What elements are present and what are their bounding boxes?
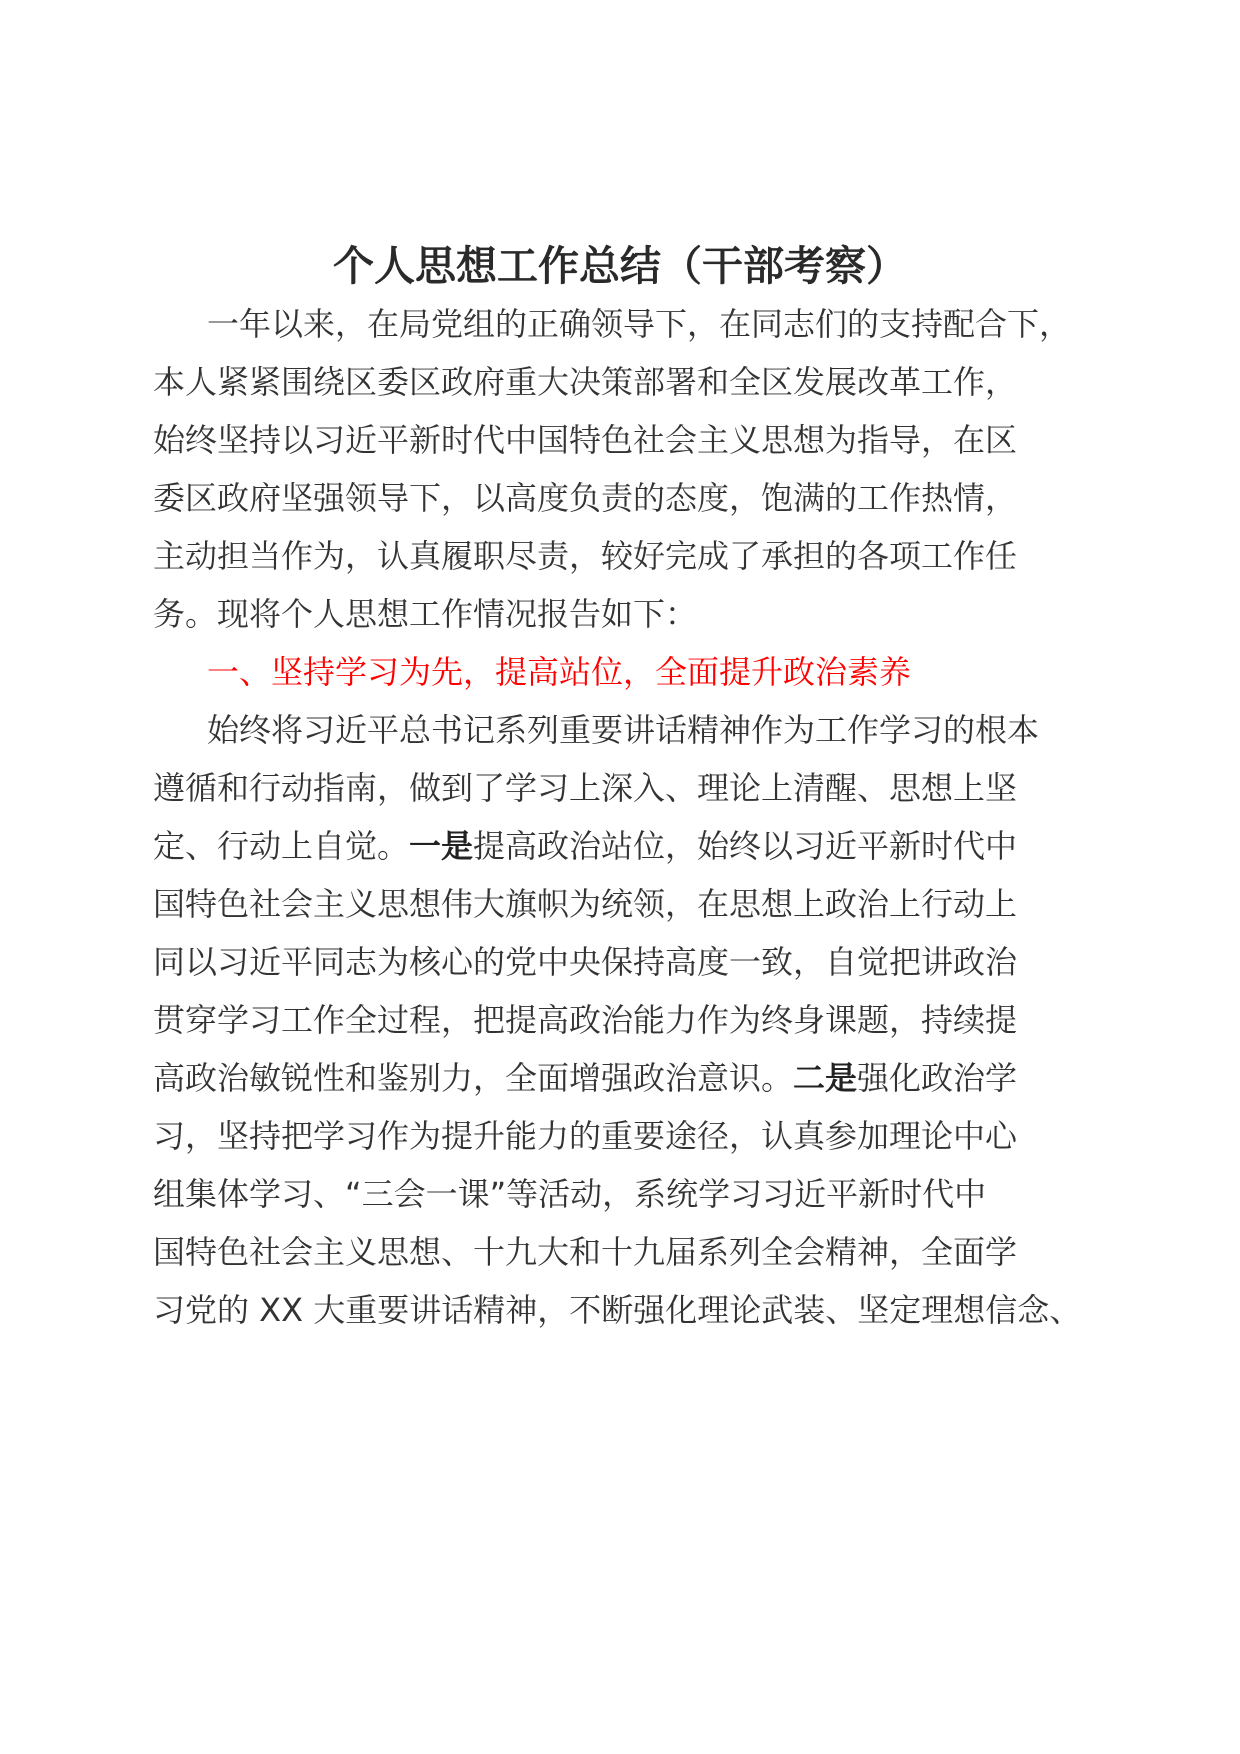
point-one-marker: 一是 [409,827,474,865]
intro-line-6: 务。现将个人思想工作情况报告如下： [153,595,698,633]
section-1-line-4: 国特色社会主义思想伟大旗帜为统领，在思想上政治上行动上 [153,885,1018,923]
section-1-line-2: 遵循和行动指南，做到了学习上深入、理论上清醒、思想上坚 [153,769,1018,807]
section-1-line-8: 习，坚持把学习作为提升能力的重要途径，认真参加理论中心 [153,1117,1018,1155]
section-1-line-6: 贯穿学习工作全过程，把提高政治能力作为终身课题，持续提 [153,1001,1018,1039]
intro-line-5: 主动担当作为，认真履职尽责，较好完成了承担的各项工作任 [153,537,1018,575]
intro-line-3: 始终坚持以习近平新时代中国特色社会主义思想为指导，在区 [153,421,1018,459]
section-1-line-10: 国特色社会主义思想、十九大和十九届系列全会精神，全面学 [153,1233,1018,1271]
section-1-line-5: 同以习近平同志为核心的党中央保持高度一致，自觉把讲政治 [153,943,1018,981]
section-1-line-9: 组集体学习、“三会一课”等活动，系统学习习近平新时代中 [153,1175,987,1213]
section-1-line-3 [153,824,1017,868]
section-1-line-3-part-b: 提高政治站位，始终以习近平新时代中 [473,827,1018,865]
intro-line-1: 一年以来，在局党组的正确领导下，在同志们的支持配合下， [207,305,1072,343]
section-1-line-7 [153,1056,1017,1100]
point-two-marker: 二是 [793,1059,858,1097]
document-title: 个人思想工作总结（干部考察） [333,242,907,290]
section-1-line-7-part-b: 强化政治学 [857,1059,1018,1097]
section-1-line-3-part-a: 定、行动上自觉。 [153,827,410,865]
intro-line-4: 委区政府坚强领导下，以高度负责的态度，饱满的工作热情， [153,479,1018,517]
section-1-line-7-part-a: 高政治敏锐性和鉴别力，全面增强政治意识。 [153,1059,794,1097]
section-1-line-11: 习党的 XX 大重要讲话精神，不断强化理论武装、坚定理想信念、 [153,1291,1082,1329]
intro-line-2: 本人紧紧围绕区委区政府重大决策部署和全区发展改革工作， [153,363,1018,401]
section-1-heading: 一、坚持学习为先，提高站位，全面提升政治素养 [207,653,912,691]
section-1-line-1: 始终将习近平总书记系列重要讲话精神作为工作学习的根本 [207,711,1040,749]
